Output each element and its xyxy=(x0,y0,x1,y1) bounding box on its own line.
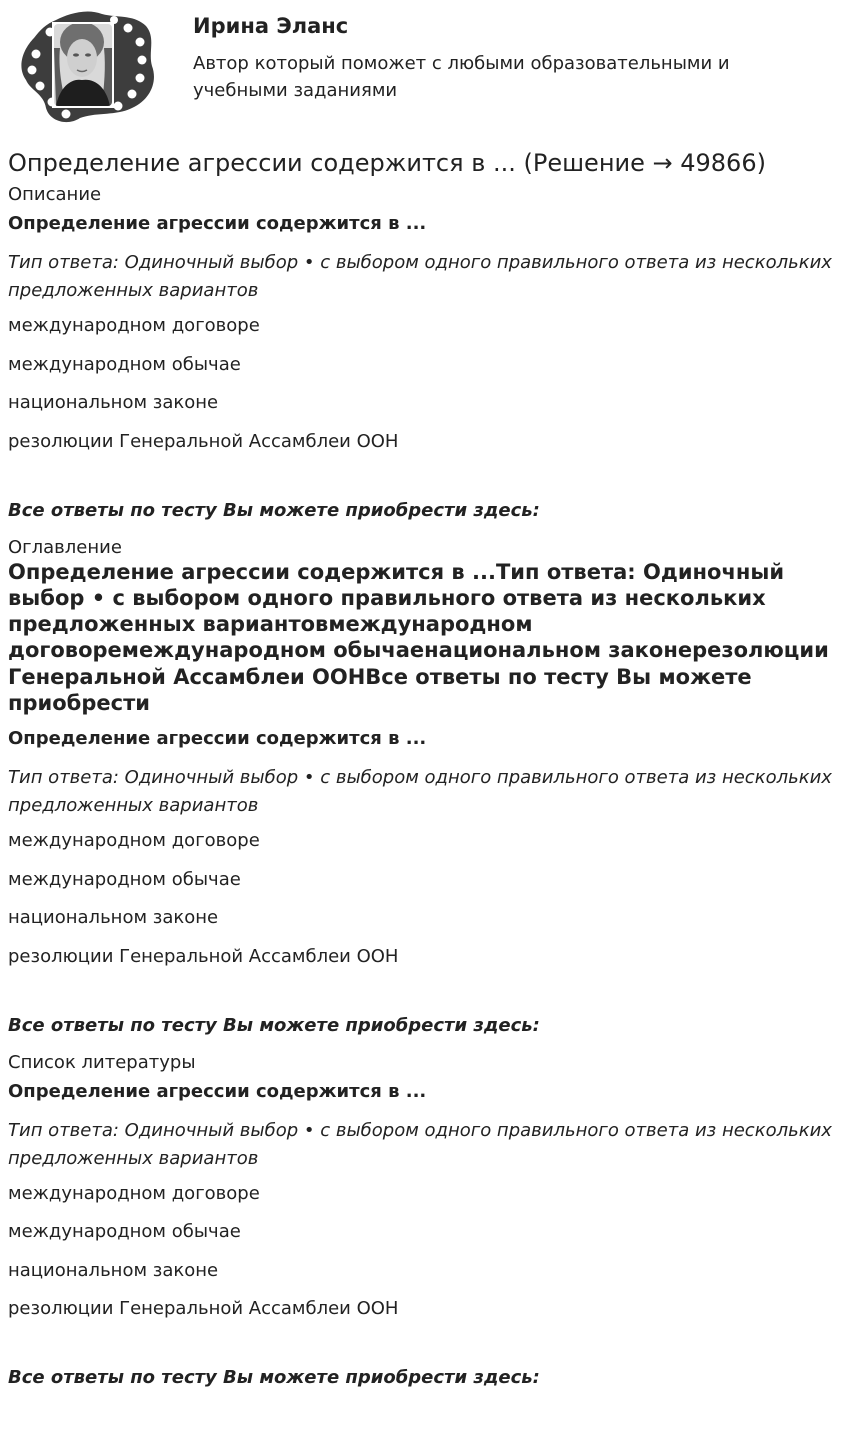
contents-section xyxy=(8,537,839,1037)
buy-answers-note: Все ответы по тесту Вы можете приобрести здесь: xyxy=(8,499,540,521)
answer-option: международном обычае xyxy=(8,868,241,890)
section-label: Описание xyxy=(8,184,102,205)
answer-option: национальном законе xyxy=(8,907,219,929)
author-header xyxy=(8,0,839,128)
author-avatar[interactable] xyxy=(16,8,158,126)
contents-heading: Определение агрессии содержится в ...Тип ответа: Одиночный выбор • с выбором одного правильного ответа из нескольких предложенных вариантовмеждународном договоремеждународном обычаенациональном законерезолюции Генеральной Ассамблеи ООНВсе ответы по тесту Вы можете приобрести xyxy=(8,559,829,715)
author-name[interactable]: Ирина Эланс xyxy=(193,14,349,38)
question-text: Определение агрессии содержится в ... xyxy=(8,1080,427,1102)
answer-option: международном договоре xyxy=(8,830,260,852)
buy-answers-note: Все ответы по тесту Вы можете приобрести здесь: xyxy=(8,1014,540,1036)
bibliography-section xyxy=(8,1052,839,1390)
answer-type: Тип ответа: Одиночный выбор • с выбором одного правильного ответа из нескольких предложенных вариантов xyxy=(8,767,832,817)
page-title: Определение агрессии содержится в ... (Решение → 49866) xyxy=(8,149,766,177)
answer-option: резолюции Генеральной Ассамблеи ООН xyxy=(8,945,399,967)
question-text: Определение агрессии содержится в ... xyxy=(8,728,427,750)
answer-option: международном договоре xyxy=(8,1182,260,1204)
question-text: Определение агрессии содержится в ... xyxy=(8,213,427,234)
answer-option: резолюции Генеральной Ассамблеи ООН xyxy=(8,430,399,452)
author-description: Автор который поможет с любыми образовательными и учебными заданиями xyxy=(193,53,730,101)
description-section xyxy=(8,184,839,522)
answer-type: Тип ответа: Одиночный выбор • с выбором одного правильного ответа из нескольких предложенных вариантов xyxy=(8,252,832,301)
answer-option: международном обычае xyxy=(8,353,241,375)
buy-answers-note: Все ответы по тесту Вы можете приобрести здесь: xyxy=(8,1367,540,1389)
answer-option: национальном законе xyxy=(8,1259,219,1281)
section-label: Оглавление xyxy=(8,536,122,558)
answer-type: Тип ответа: Одиночный выбор • с выбором одного правильного ответа из нескольких предложенных вариантов xyxy=(8,1119,832,1169)
section-label: Список литературы xyxy=(8,1051,196,1073)
answer-option: международном обычае xyxy=(8,1221,241,1243)
answer-option: резолюции Генеральной Ассамблеи ООН xyxy=(8,1298,399,1320)
answer-option: национальном законе xyxy=(8,392,219,413)
answer-option: международном договоре xyxy=(8,315,260,336)
